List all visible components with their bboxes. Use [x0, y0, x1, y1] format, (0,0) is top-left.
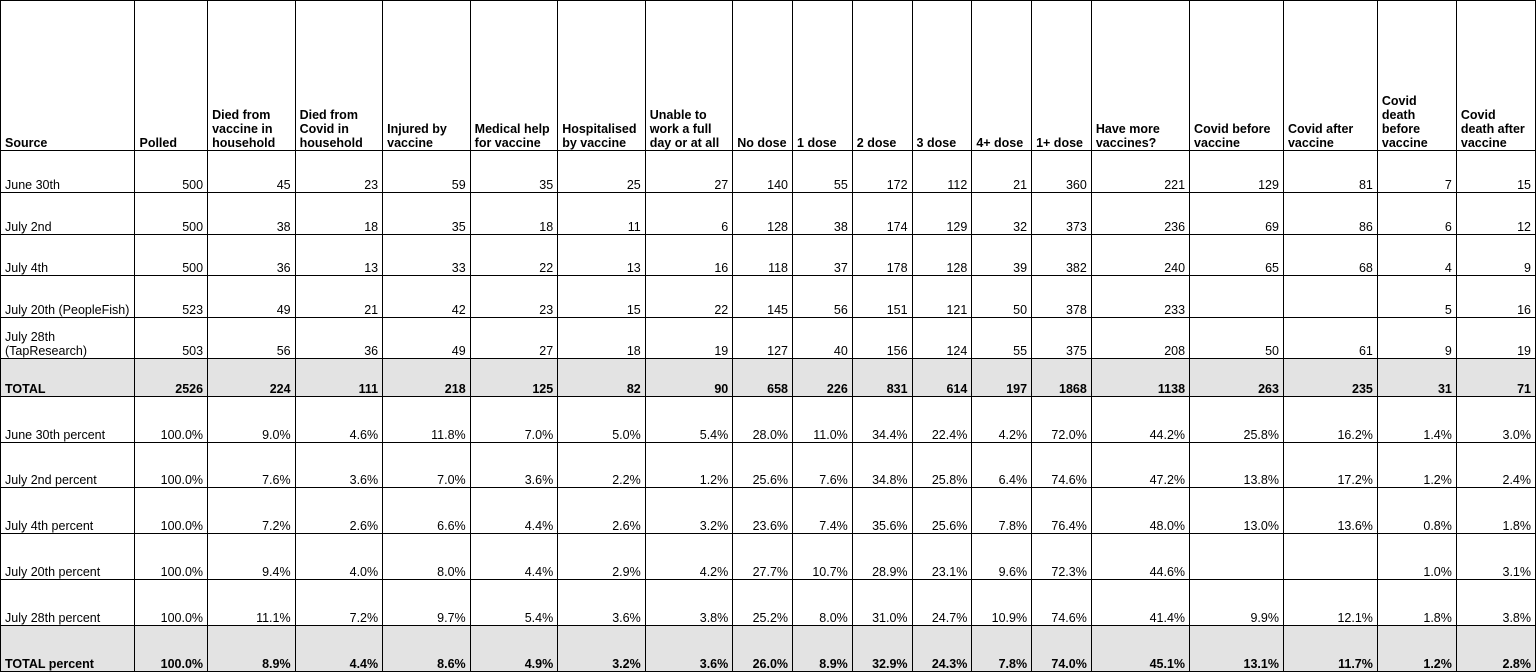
table-cell: 6.6% — [383, 488, 471, 534]
table-row — [1, 626, 1536, 672]
row-label: July 4th percent — [1, 488, 135, 534]
table-cell: 4.4% — [470, 534, 558, 580]
table-cell: 27.7% — [733, 534, 793, 580]
table-cell: 40 — [793, 317, 853, 359]
table-cell: 3.6% — [645, 626, 733, 672]
table-cell: 174 — [852, 193, 912, 235]
table-cell: 35 — [470, 151, 558, 193]
table-cell: 614 — [912, 359, 972, 396]
table-cell: 13.8% — [1190, 442, 1284, 488]
table-cell: 74.6% — [1032, 442, 1092, 488]
table-cell: 145 — [733, 276, 793, 318]
table-cell: 125 — [470, 359, 558, 396]
table-row — [1, 396, 1536, 442]
table-cell: 48.0% — [1091, 488, 1189, 534]
table-cell: 2.4% — [1456, 442, 1535, 488]
column-header: Unable to work a full day or at all — [645, 1, 733, 151]
table-cell: 11.1% — [208, 580, 296, 626]
table-cell: 2.9% — [558, 534, 646, 580]
table-cell: 12 — [1456, 193, 1535, 235]
table-cell: 71 — [1456, 359, 1535, 396]
row-label: July 2nd percent — [1, 442, 135, 488]
table-cell: 18 — [295, 193, 383, 235]
table-cell: 17.2% — [1283, 442, 1377, 488]
column-header: Covid after vaccine — [1283, 1, 1377, 151]
table-cell: 37 — [793, 234, 853, 276]
table-cell: 7.6% — [793, 442, 853, 488]
table-cell: 4.2% — [645, 534, 733, 580]
table-cell: 8.0% — [383, 534, 471, 580]
table-cell: 1.2% — [1377, 442, 1456, 488]
table-cell: 360 — [1032, 151, 1092, 193]
table-row — [1, 534, 1536, 580]
table-cell: 19 — [645, 317, 733, 359]
table-cell: 50 — [1190, 317, 1284, 359]
table-cell: 81 — [1283, 151, 1377, 193]
table-cell: 1868 — [1032, 359, 1092, 396]
table-cell: 25.8% — [1190, 396, 1284, 442]
table-cell: 39 — [972, 234, 1032, 276]
row-label: June 30th — [1, 151, 135, 193]
table-cell: 24.7% — [912, 580, 972, 626]
row-label: TOTAL — [1, 359, 135, 396]
row-label: July 4th — [1, 234, 135, 276]
table-cell: 0.8% — [1377, 488, 1456, 534]
table-cell: 13.6% — [1283, 488, 1377, 534]
table-cell: 68 — [1283, 234, 1377, 276]
table-cell: 32.9% — [852, 626, 912, 672]
column-header: Covid before vaccine — [1190, 1, 1284, 151]
table-cell: 236 — [1091, 193, 1189, 235]
table-cell: 121 — [912, 276, 972, 318]
table-cell: 22.4% — [912, 396, 972, 442]
table-cell: 7.2% — [295, 580, 383, 626]
table-cell: 13.0% — [1190, 488, 1284, 534]
table-cell: 36 — [295, 317, 383, 359]
column-header: Source — [1, 1, 135, 151]
table-cell: 22 — [645, 276, 733, 318]
table-cell: 1.0% — [1377, 534, 1456, 580]
column-header: 2 dose — [852, 1, 912, 151]
table-cell: 7.6% — [208, 442, 296, 488]
table-cell: 100.0% — [135, 626, 208, 672]
table-cell: 1.2% — [1377, 626, 1456, 672]
table-row — [1, 193, 1536, 235]
row-label: July 2nd — [1, 193, 135, 235]
table-cell: 23.1% — [912, 534, 972, 580]
table-cell: 3.0% — [1456, 396, 1535, 442]
table-cell: 3.8% — [1456, 580, 1535, 626]
row-label: July 20th (PeopleFish) — [1, 276, 135, 318]
table-cell: 140 — [733, 151, 793, 193]
table-cell: 8.9% — [793, 626, 853, 672]
table-cell: 18 — [470, 193, 558, 235]
table-cell: 65 — [1190, 234, 1284, 276]
table-cell — [1190, 534, 1284, 580]
table-cell: 44.6% — [1091, 534, 1189, 580]
table-cell: 4.4% — [295, 626, 383, 672]
column-header: 1 dose — [793, 1, 853, 151]
table-cell: 10.7% — [793, 534, 853, 580]
table-cell: 5.4% — [470, 580, 558, 626]
table-row — [1, 359, 1536, 396]
table-cell: 111 — [295, 359, 383, 396]
table-cell: 7 — [1377, 151, 1456, 193]
table-cell: 218 — [383, 359, 471, 396]
table-cell: 15 — [558, 276, 646, 318]
table-cell: 1.2% — [645, 442, 733, 488]
table-cell: 13 — [558, 234, 646, 276]
table-cell: 45 — [208, 151, 296, 193]
table-cell: 23 — [295, 151, 383, 193]
table-cell: 25.2% — [733, 580, 793, 626]
table-cell: 226 — [793, 359, 853, 396]
row-label: June 30th percent — [1, 396, 135, 442]
table-cell: 44.2% — [1091, 396, 1189, 442]
table-cell — [1283, 276, 1377, 318]
table-cell: 41.4% — [1091, 580, 1189, 626]
table-cell: 21 — [972, 151, 1032, 193]
table-cell: 6 — [645, 193, 733, 235]
table-cell: 28.9% — [852, 534, 912, 580]
table-cell: 47.2% — [1091, 442, 1189, 488]
table-cell: 25.6% — [912, 488, 972, 534]
table-cell: 27 — [470, 317, 558, 359]
table-cell: 13 — [295, 234, 383, 276]
table-cell: 19 — [1456, 317, 1535, 359]
table-cell: 100.0% — [135, 396, 208, 442]
table-cell: 6 — [1377, 193, 1456, 235]
table-cell: 129 — [1190, 151, 1284, 193]
table-cell: 27 — [645, 151, 733, 193]
table-cell — [1190, 276, 1284, 318]
table-cell: 10.9% — [972, 580, 1032, 626]
table-cell: 658 — [733, 359, 793, 396]
table-cell: 172 — [852, 151, 912, 193]
table-cell: 13.1% — [1190, 626, 1284, 672]
table-cell: 1.8% — [1377, 580, 1456, 626]
table-cell: 7.8% — [972, 626, 1032, 672]
table-cell: 500 — [135, 234, 208, 276]
column-header: Died from Covid in household — [295, 1, 383, 151]
table-cell: 378 — [1032, 276, 1092, 318]
row-label: July 28th (TapResearch) — [1, 317, 135, 359]
table-cell: 5 — [1377, 276, 1456, 318]
table-row — [1, 234, 1536, 276]
table-cell: 382 — [1032, 234, 1092, 276]
row-label: July 20th percent — [1, 534, 135, 580]
table-cell: 36 — [208, 234, 296, 276]
table-cell: 100.0% — [135, 488, 208, 534]
table-cell: 4.9% — [470, 626, 558, 672]
table-cell: 59 — [383, 151, 471, 193]
table-cell: 61 — [1283, 317, 1377, 359]
row-label: July 28th percent — [1, 580, 135, 626]
table-cell: 156 — [852, 317, 912, 359]
table-cell: 11.0% — [793, 396, 853, 442]
table-cell: 124 — [912, 317, 972, 359]
table-cell: 15 — [1456, 151, 1535, 193]
table-cell: 127 — [733, 317, 793, 359]
table-cell: 76.4% — [1032, 488, 1092, 534]
column-header: Injured by vaccine — [383, 1, 471, 151]
table-cell: 7.2% — [208, 488, 296, 534]
table-cell: 2526 — [135, 359, 208, 396]
table-cell: 151 — [852, 276, 912, 318]
table-cell: 23 — [470, 276, 558, 318]
table-cell: 11.8% — [383, 396, 471, 442]
table-row — [1, 317, 1536, 359]
table-cell: 25.6% — [733, 442, 793, 488]
table-cell: 112 — [912, 151, 972, 193]
table-cell: 3.1% — [1456, 534, 1535, 580]
table-row — [1, 580, 1536, 626]
table-cell: 21 — [295, 276, 383, 318]
table-cell: 7.0% — [470, 396, 558, 442]
table-cell: 16 — [645, 234, 733, 276]
column-header: 1+ dose — [1032, 1, 1092, 151]
table-cell: 49 — [383, 317, 471, 359]
table-cell: 5.4% — [645, 396, 733, 442]
table-cell: 4.0% — [295, 534, 383, 580]
table-cell: 7.4% — [793, 488, 853, 534]
table-cell: 8.9% — [208, 626, 296, 672]
table-cell: 38 — [208, 193, 296, 235]
table-row — [1, 151, 1536, 193]
table-cell: 45.1% — [1091, 626, 1189, 672]
table-cell: 69 — [1190, 193, 1284, 235]
column-header: 4+ dose — [972, 1, 1032, 151]
table-cell: 24.3% — [912, 626, 972, 672]
table-cell: 3.6% — [470, 442, 558, 488]
table-cell: 16.2% — [1283, 396, 1377, 442]
row-label: TOTAL percent — [1, 626, 135, 672]
table-cell: 2.6% — [558, 488, 646, 534]
table-cell: 4.2% — [972, 396, 1032, 442]
table-cell: 129 — [912, 193, 972, 235]
table-cell: 82 — [558, 359, 646, 396]
table-cell: 2.6% — [295, 488, 383, 534]
table-cell: 50 — [972, 276, 1032, 318]
table-row — [1, 442, 1536, 488]
table-cell: 208 — [1091, 317, 1189, 359]
table-cell: 35.6% — [852, 488, 912, 534]
table-cell: 4.6% — [295, 396, 383, 442]
table-cell: 1.8% — [1456, 488, 1535, 534]
table-cell: 33 — [383, 234, 471, 276]
table-cell: 25.8% — [912, 442, 972, 488]
table-cell: 7.8% — [972, 488, 1032, 534]
table-cell: 375 — [1032, 317, 1092, 359]
table-cell: 178 — [852, 234, 912, 276]
table-cell: 2.2% — [558, 442, 646, 488]
table-cell: 16 — [1456, 276, 1535, 318]
table-cell: 28.0% — [733, 396, 793, 442]
table-cell: 26.0% — [733, 626, 793, 672]
table-cell: 523 — [135, 276, 208, 318]
table-cell: 3.6% — [558, 580, 646, 626]
table-cell: 100.0% — [135, 534, 208, 580]
table-cell: 118 — [733, 234, 793, 276]
table-cell: 3.2% — [645, 488, 733, 534]
table-cell: 31 — [1377, 359, 1456, 396]
table-cell — [1283, 534, 1377, 580]
table-row — [1, 276, 1536, 318]
table-cell: 9 — [1377, 317, 1456, 359]
table-cell: 86 — [1283, 193, 1377, 235]
table-header-row — [1, 1, 1536, 151]
table-cell: 32 — [972, 193, 1032, 235]
table-cell: 7.0% — [383, 442, 471, 488]
table-cell: 22 — [470, 234, 558, 276]
table-cell: 8.6% — [383, 626, 471, 672]
table-cell: 56 — [793, 276, 853, 318]
table-cell: 235 — [1283, 359, 1377, 396]
table-cell: 3.6% — [295, 442, 383, 488]
table-cell: 49 — [208, 276, 296, 318]
table-cell: 11 — [558, 193, 646, 235]
table-cell: 831 — [852, 359, 912, 396]
table-row — [1, 488, 1536, 534]
table-cell: 90 — [645, 359, 733, 396]
column-header: No dose — [733, 1, 793, 151]
table-cell: 11.7% — [1283, 626, 1377, 672]
table-cell: 18 — [558, 317, 646, 359]
table-cell: 263 — [1190, 359, 1284, 396]
table-cell: 55 — [793, 151, 853, 193]
table-cell: 74.6% — [1032, 580, 1092, 626]
table-cell: 34.8% — [852, 442, 912, 488]
table-cell: 3.8% — [645, 580, 733, 626]
table-cell: 8.0% — [793, 580, 853, 626]
table-cell: 72.0% — [1032, 396, 1092, 442]
table-cell: 100.0% — [135, 442, 208, 488]
table-cell: 4 — [1377, 234, 1456, 276]
table-cell: 1138 — [1091, 359, 1189, 396]
table-cell: 9.0% — [208, 396, 296, 442]
table-cell: 9.4% — [208, 534, 296, 580]
column-header: Hospitalised by vaccine — [558, 1, 646, 151]
table-cell: 5.0% — [558, 396, 646, 442]
table-cell: 6.4% — [972, 442, 1032, 488]
table-cell: 31.0% — [852, 580, 912, 626]
table-cell: 197 — [972, 359, 1032, 396]
table-cell: 56 — [208, 317, 296, 359]
table-cell: 4.4% — [470, 488, 558, 534]
column-header: 3 dose — [912, 1, 972, 151]
table-cell: 12.1% — [1283, 580, 1377, 626]
table-cell: 1.4% — [1377, 396, 1456, 442]
table-cell: 128 — [912, 234, 972, 276]
table-cell: 9 — [1456, 234, 1535, 276]
table-cell: 503 — [135, 317, 208, 359]
table-cell: 9.9% — [1190, 580, 1284, 626]
table-cell: 240 — [1091, 234, 1189, 276]
column-header: Covid death after vaccine — [1456, 1, 1535, 151]
table-cell: 9.7% — [383, 580, 471, 626]
column-header: Have more vaccines? — [1091, 1, 1189, 151]
table-cell: 373 — [1032, 193, 1092, 235]
table-cell: 34.4% — [852, 396, 912, 442]
column-header: Covid death before vaccine — [1377, 1, 1456, 151]
table-cell: 221 — [1091, 151, 1189, 193]
table-cell: 100.0% — [135, 580, 208, 626]
table-cell: 23.6% — [733, 488, 793, 534]
column-header: Polled — [135, 1, 208, 151]
table-cell: 3.2% — [558, 626, 646, 672]
table-cell: 25 — [558, 151, 646, 193]
table-cell: 233 — [1091, 276, 1189, 318]
table-cell: 74.0% — [1032, 626, 1092, 672]
table-cell: 2.8% — [1456, 626, 1535, 672]
table-cell: 42 — [383, 276, 471, 318]
table-cell: 500 — [135, 151, 208, 193]
table-cell: 72.3% — [1032, 534, 1092, 580]
table-cell: 9.6% — [972, 534, 1032, 580]
table-cell: 35 — [383, 193, 471, 235]
table-cell: 500 — [135, 193, 208, 235]
table-cell: 38 — [793, 193, 853, 235]
table-cell: 128 — [733, 193, 793, 235]
table-cell: 224 — [208, 359, 296, 396]
column-header: Medical help for vaccine — [470, 1, 558, 151]
table-cell: 55 — [972, 317, 1032, 359]
column-header: Died from vaccine in household — [208, 1, 296, 151]
